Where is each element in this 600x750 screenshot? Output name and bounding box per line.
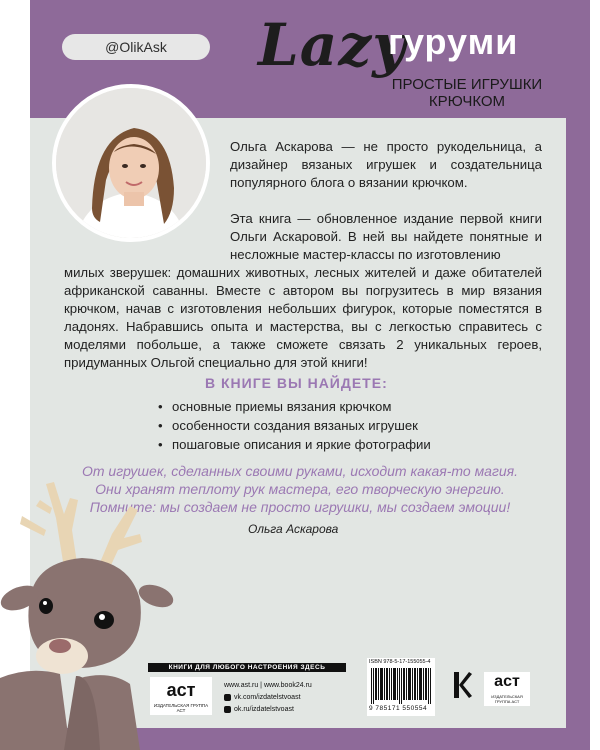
contents-list	[158, 397, 431, 454]
subtitle-line-1: ПРОСТЫЕ ИГРУШКИ	[391, 76, 543, 93]
book-subtitle	[372, 76, 562, 110]
quote-line-2: Они хранят теплоту рук мастера, его творческую энергию.	[95, 481, 505, 497]
publisher-logo	[150, 677, 212, 715]
vk-link[interactable]: vk.com/izdatelstvoast	[234, 694, 301, 701]
list-item: • особенности создания вязаных игрушек	[158, 416, 431, 435]
intro-paragraph-3: милых зверушек: домашних животных, лесных жителей и даже обитателей африканской саванны. Вместе с автором вы погрузитесь в мир вязания крючком, начав с изготовления небольших фигурок, которые поместятся в ладонях. Набравшись опыта и мастерства, вы с легкостью справитесь с моделями побольше, а также сможете связать 2 уникальных героев, придуманных Ольгой специально для этой книги!	[64, 265, 542, 370]
barcode-icon	[371, 668, 431, 704]
ok-link[interactable]: ok.ru/izdatelstvoast	[234, 706, 294, 713]
logo-lazy: Lazy	[258, 11, 407, 79]
author-photo	[52, 84, 210, 242]
publisher-logo-caption: ИЗДАТЕЛЬСКАЯ ГРУППА АСТ	[153, 703, 209, 713]
imprint-logo	[484, 672, 530, 706]
quote-line-1: От игрушек, сделанных своими руками, исходит какая-то магия.	[81, 463, 519, 479]
imprint-logo-caption: ИЗДАТЕЛЬСКАЯ ГРУППА АСТ	[491, 694, 523, 704]
vk-icon	[224, 694, 231, 701]
list-item: • пошаговые описания и яркие фотографии	[158, 435, 431, 454]
quote-line-3: Помните: мы создаем не просто игрушки, мы создаем эмоции!	[89, 499, 511, 515]
imprint-logo-text: аст	[494, 673, 520, 690]
author-handle-badge: @OlikAsk	[62, 34, 210, 60]
barcode-block	[367, 658, 435, 716]
logo-word: гуруми	[388, 21, 519, 62]
ok-icon	[224, 706, 231, 713]
author-portrait-image	[56, 88, 206, 238]
k-imprint-icon	[452, 670, 472, 700]
contents-heading: В КНИГЕ ВЫ НАЙДЕТЕ:	[205, 375, 388, 391]
subtitle-line-2: КРЮЧКОМ	[428, 93, 506, 110]
quote-author: Ольга Аскарова	[248, 522, 339, 536]
intro-paragraph-2: Эта книга — обновленное издание первой книги Ольги Аскаровой. В ней вы найдете понятные и несложные мастер-классы по изготовлению	[230, 211, 542, 262]
publisher-links	[224, 680, 312, 716]
publisher-tagline: КНИГИ ДЛЯ ЛЮБОГО НАСТРОЕНИЯ ЗДЕСЬ	[148, 663, 346, 672]
publisher-logo-text: аст	[166, 680, 196, 700]
publisher-sites[interactable]: www.ast.ru | www.book24.ru	[224, 682, 312, 689]
isbn-number: ISBN 978-5-17-155055-4	[369, 659, 431, 665]
intro-paragraph-1: Ольга Аскарова — не просто рукодельница, а дизайнер вязаных игрушек и создательница популярного блога о вязании крючком.	[230, 139, 542, 190]
barcode-number: 9 785171 550554	[369, 705, 428, 712]
list-item: • основные приемы вязания крючком	[158, 397, 431, 416]
